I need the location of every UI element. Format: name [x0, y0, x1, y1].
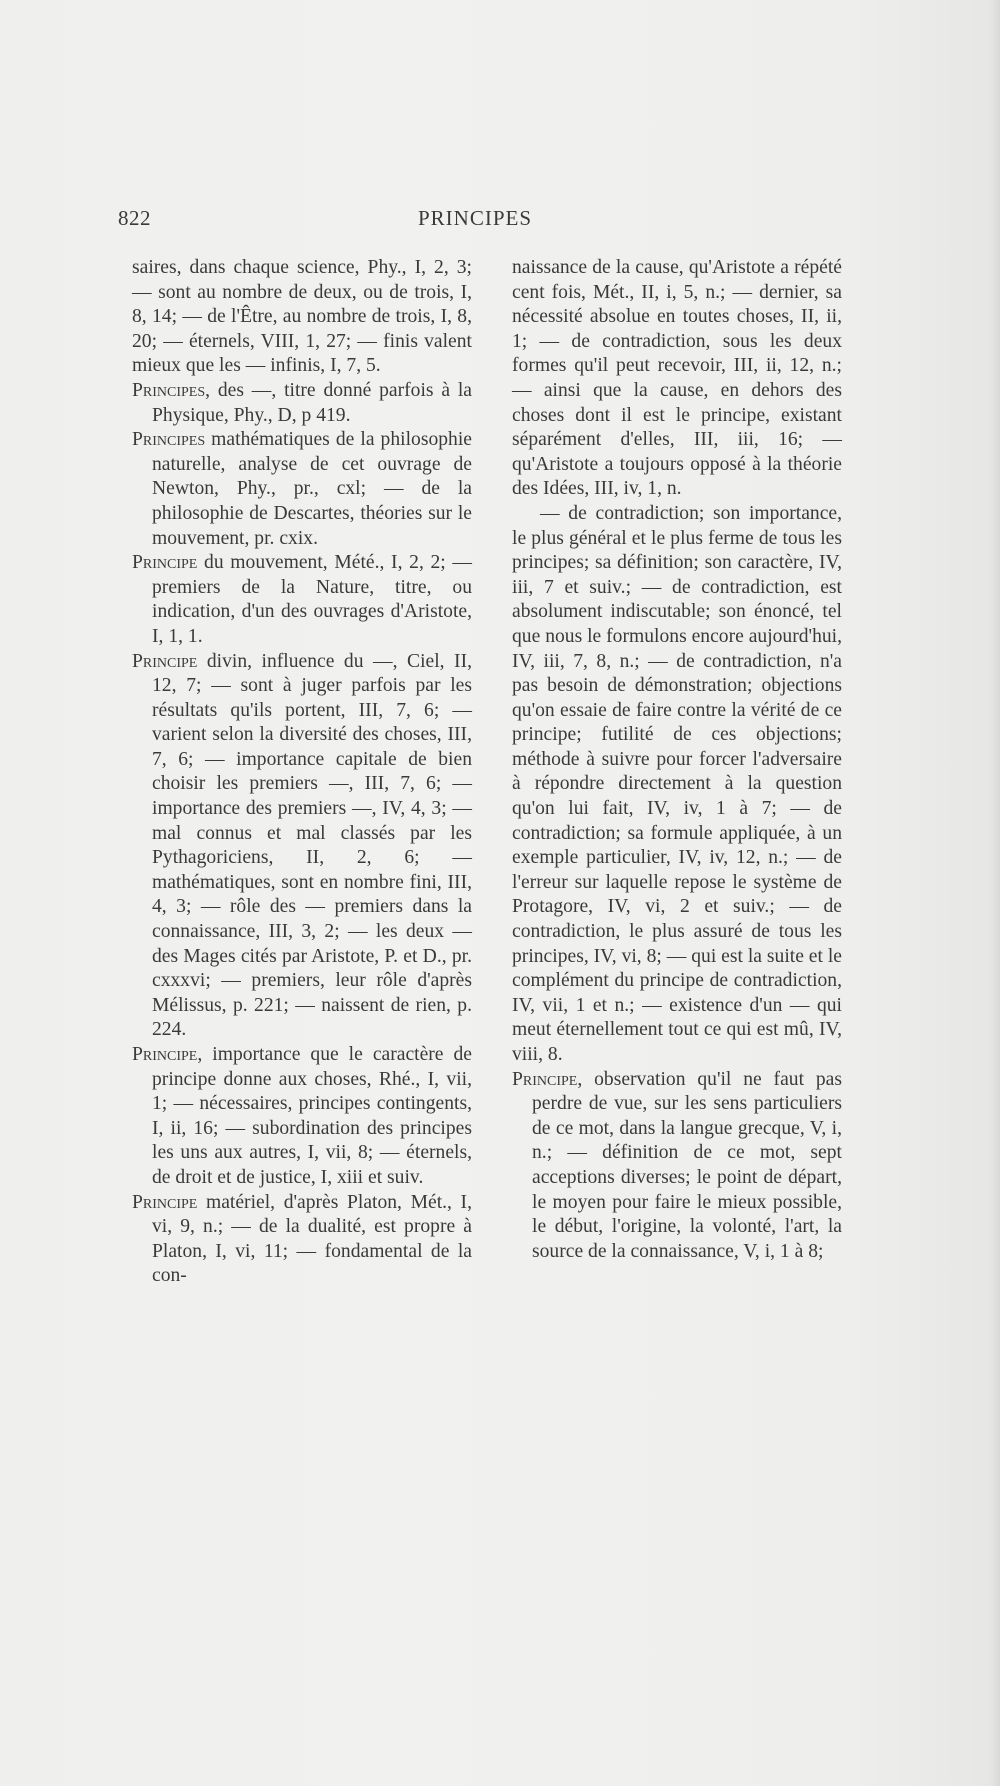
page-number: 822 [118, 206, 151, 230]
left-column [132, 256, 472, 1289]
entry-headword: Principe [132, 1191, 198, 1213]
index-entry: Principes mathématiques de la philosophie naturelle, analyse de cet ouvrage de Newton, Phy., pr., cxl; — de la philosophie de Descartes, théories sur le mouvement, pr. cxix. [132, 429, 472, 549]
index-entry: — de contradiction; son importance, le plus général et le plus ferme de tous les principes; sa définition; son caractère, IV, iii, 7 et suiv.; — de contradiction, est absolument indiscutable; son énoncé, tel que nous le formulons encore aujourd'hui, IV, iii, 7, 8, n.; — de contradiction, n'a pas besoin de démonstration; objections qu'on essaie de faire contre la vérité de ce principe; futilité de ces objections; méthode à suivre pour forcer l'adversaire à répondre directement à la question qu'on lui fait, IV, iv, 1 à 7; — de contradiction; sa formule appliquée, à un exemple particulier, IV, iv, 12, n.; — de l'erreur sur laquelle repose le système de Protagore, IV, vi, 2 et suiv.; — de contradiction, le plus assuré de tous les principes, IV, vi, 8; — qui est la suite et le complément du principe de contradiction, IV, vii, 1 et n.; — existence d'un — qui meut éternellement tout ce qui est mû, IV, viii, 8. [512, 502, 843, 1065]
index-entry: Principe du mouvement, Mété., I, 2, 2; — premiers de la Nature, titre, ou indication, d'un des ouvrages d'Aristote, I, 1, 1. [132, 552, 472, 647]
index-entry: Principes, des —, titre donné parfois à la Physique, Phy., D, p 419. [132, 379, 472, 426]
index-entry: saires, dans chaque science, Phy., I, 2, 3; — sont au nombre de deux, ou de trois, I, 8, 14; — de l'Être, au nombre de trois, I, 8, 20; — éternels, VIII, 1, 27; — finis valent mieux que les — infinis, I, 7, 5. [132, 257, 472, 377]
index-entry: Principe matériel, d'après Platon, Mét., I, vi, 9, n.; — de la dualité, est propre à Platon, I, vi, 11; — fondamental de la con- [132, 1191, 472, 1287]
entry-headword: Principe [132, 552, 198, 574]
entry-headword: Principe [512, 1068, 578, 1090]
right-column [512, 256, 842, 1264]
index-entry: Principe divin, influence du —, Ciel, II, 12, 7; — sont à juger parfois par les résultats qu'ils portent, III, 7, 6; — varient selon la diversité des choses, III, 7, 6; — importance capitale de bien choisir les premiers —, III, 7, 6; — importance des premiers —, IV, 4, 3; — mal connus et mal classés par les Pythagoriciens, II, 2, 6; — mathématiques, sont en nombre fini, III, 4, 3; — rôle des — premiers dans la connaissance, III, 3, 2; — les deux — des Mages cités par Aristote, P. et D., pr. cxxxvi; — premiers, leur rôle d'après Mélissus, p. 221; — naissent de rien, p. 224. [132, 650, 472, 1041]
entry-headword: Principes [132, 429, 206, 451]
index-entry: Principe, importance que le caractère de principe donne aux choses, Rhé., I, vii, 1; — nécessaires, principes contingents, I, ii, 16; — subordination des principes les uns aux autres, I, vii, 8; — éternels, de droit et de justice, I, xiii et suiv. [132, 1044, 472, 1188]
entry-headword: Principe [132, 650, 198, 672]
page-edge-shadow [990, 0, 1000, 1786]
running-head: PRINCIPES [418, 206, 533, 230]
entry-headword: Principes [132, 379, 206, 401]
entry-headword: Principe [132, 1044, 198, 1065]
page-header [118, 206, 918, 238]
index-entry: naissance de la cause, qu'Aristote a répété cent fois, Mét., II, i, 5, n.; — dernier, sa nécessité absolue en toutes choses, II, ii, 1; — de contradiction, sous les deux formes qu'il peut recevoir, III, ii, 12, n.; — ainsi que la cause, en dehors des choses dont il est le principe, existant séparément d'elles, III, iii, 16; — qu'Aristote a toujours opposé à la théorie des Idées, III, iv, 1, n. [512, 257, 842, 500]
index-entry: Principe, observation qu'il ne faut pas perdre de vue, sur les sens particuliers de ce mot, dans la langue grecque, V, i, n.; — définition de ce mot, sept acceptions diverses; le point de départ, le moyen pour faire le mieux possible, le début, l'origine, la volonté, l'art, la source de la connaissance, V, i, 1 à 8; [512, 1068, 842, 1262]
